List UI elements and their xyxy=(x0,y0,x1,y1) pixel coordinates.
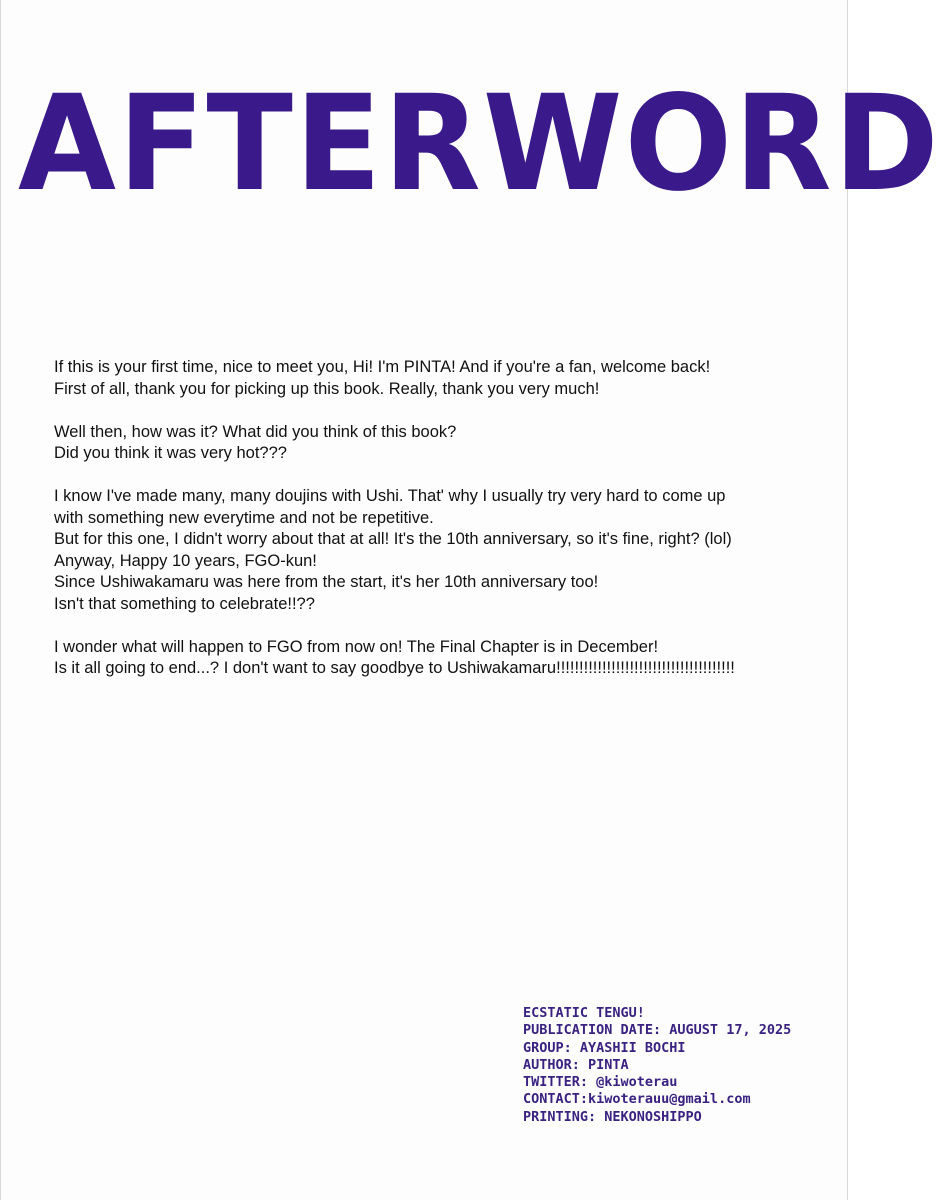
body-line: Isn't that something to celebrate!!?? xyxy=(54,594,315,613)
paragraph-question xyxy=(54,422,814,465)
paragraph-future xyxy=(54,637,814,680)
colophon-printing: PRINTING: NEKONOSHIPPO xyxy=(523,1108,702,1125)
colophon-publication-date: PUBLICATION DATE: AUGUST 17, 2025 xyxy=(523,1022,792,1039)
body-line: I wonder what will happen to FGO from now on! The Final Chapter is in December! xyxy=(54,637,659,656)
body-line: Well then, how was it? What did you think of this book? xyxy=(54,422,457,441)
body-line: First of all, thank you for picking up this book. Really, thank you very much! xyxy=(54,379,600,398)
body-line: with something new everytime and not be repetitive. xyxy=(54,508,434,527)
colophon-author: AUTHOR: PINTA xyxy=(523,1056,629,1073)
body-line: Anyway, Happy 10 years, FGO-kun! xyxy=(54,551,317,570)
body-line: Since Ushiwakamaru was here from the start, it's her 10th anniversary too! xyxy=(54,573,599,591)
colophon-group: GROUP: AYASHII BOCHI xyxy=(523,1039,686,1056)
afterword-body xyxy=(54,357,814,701)
body-line: I know I've made many, many doujins with Ushi. That' why I usually try very hard to come up xyxy=(54,487,726,505)
colophon-book-title: ECSTATIC TENGU! xyxy=(523,1005,645,1021)
body-line: But for this one, I didn't worry about that at all! It's the 10th anniversary, so it's fine, right? (lol) xyxy=(54,530,732,548)
body-line: If this is your first time, nice to meet you, Hi! I'm PINTA! And if you're a fan, welcome back! xyxy=(54,358,711,376)
paragraph-anniversary xyxy=(54,486,814,615)
page-title: AFTERWORD xyxy=(17,67,941,221)
colophon xyxy=(523,1005,791,1126)
colophon-contact: CONTACT:kiwoterauu@gmail.com xyxy=(523,1091,751,1108)
paragraph-greeting xyxy=(54,357,814,400)
body-line: Did you think it was very hot??? xyxy=(54,444,287,462)
colophon-twitter: TWITTER: @kiwoterau xyxy=(523,1074,678,1091)
body-line: Is it all going to end...? I don't want to say goodbye to Ushiwakamaru!!!!!!!!!!!!!!!!!!!!!!!!!!!!!!!!!!!!!!! xyxy=(54,659,735,677)
